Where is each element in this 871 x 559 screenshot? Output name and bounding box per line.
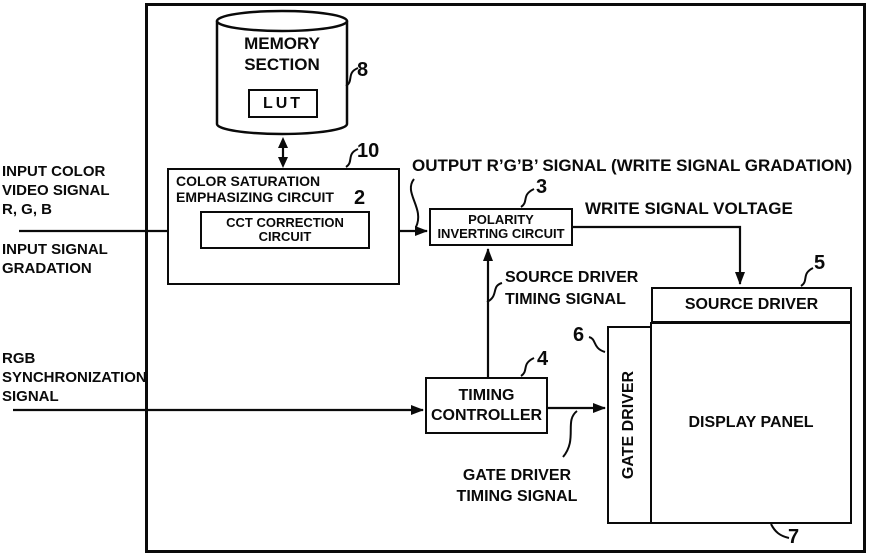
leader-ref-6 — [589, 337, 605, 352]
write-signal-voltage-label: WRITE SIGNAL VOLTAGE — [585, 199, 793, 218]
input-signal-gradation-label: INPUT SIGNAL GRADATION — [2, 241, 108, 277]
display-panel-block: DISPLAY PANEL — [650, 322, 852, 524]
lut-block: LUT — [248, 89, 318, 118]
leader-ref-7 — [771, 524, 789, 538]
leader-ref-3 — [521, 189, 534, 207]
ref-numeral-cct: 2 — [354, 187, 366, 209]
output-rgb-signal-label: OUTPUT R’G’B’ SIGNAL (WRITE SIGNAL GRADATION) — [412, 156, 853, 175]
ref-numeral-display-panel: 7 — [788, 526, 800, 548]
ref-numeral-memory: 8 — [357, 59, 369, 81]
ref-numeral-polarity: 3 — [536, 176, 548, 198]
leader-ref-5 — [801, 268, 813, 286]
timing-controller-block: TIMING CONTROLLER — [425, 377, 548, 434]
ref-numeral-color-saturation: 10 — [357, 140, 380, 162]
color-saturation-circuit-label: COLOR SATURATION EMPHASIZING CIRCUIT — [176, 173, 334, 205]
source-driver-timing-signal-label: SOURCE DRIVER TIMING SIGNAL — [505, 269, 639, 308]
ref-numeral-gate-driver: 6 — [573, 324, 585, 346]
input-color-video-signal-label: INPUT COLOR VIDEO SIGNAL R, G, B — [2, 163, 110, 218]
rgb-synchronization-signal-label: RGB SYNCHRONIZATION SIGNAL — [2, 350, 147, 405]
leader-source-timing-label — [487, 283, 502, 302]
memory-bus-arrow — [278, 137, 288, 168]
memory-section-label: MEMORY SECTION — [244, 34, 320, 74]
cct-correction-circuit-block: CCT CORRECTION CIRCUIT — [200, 211, 370, 249]
source-driver-block: SOURCE DRIVER — [651, 287, 852, 323]
gate-driver-timing-signal-label: GATE DRIVER TIMING SIGNAL — [456, 467, 578, 505]
gate-driver-label: GATE DRIVER — [620, 370, 638, 480]
ref-numeral-timing: 4 — [537, 348, 549, 370]
ref-numeral-source-driver: 5 — [814, 252, 826, 274]
leader-gate-timing-label — [563, 411, 577, 457]
polarity-inverting-circuit-block: POLARITY INVERTING CIRCUIT — [429, 208, 573, 246]
gate-driver-block — [607, 326, 652, 524]
leader-output-rgb-label — [411, 179, 418, 227]
leader-ref-4 — [521, 358, 534, 376]
